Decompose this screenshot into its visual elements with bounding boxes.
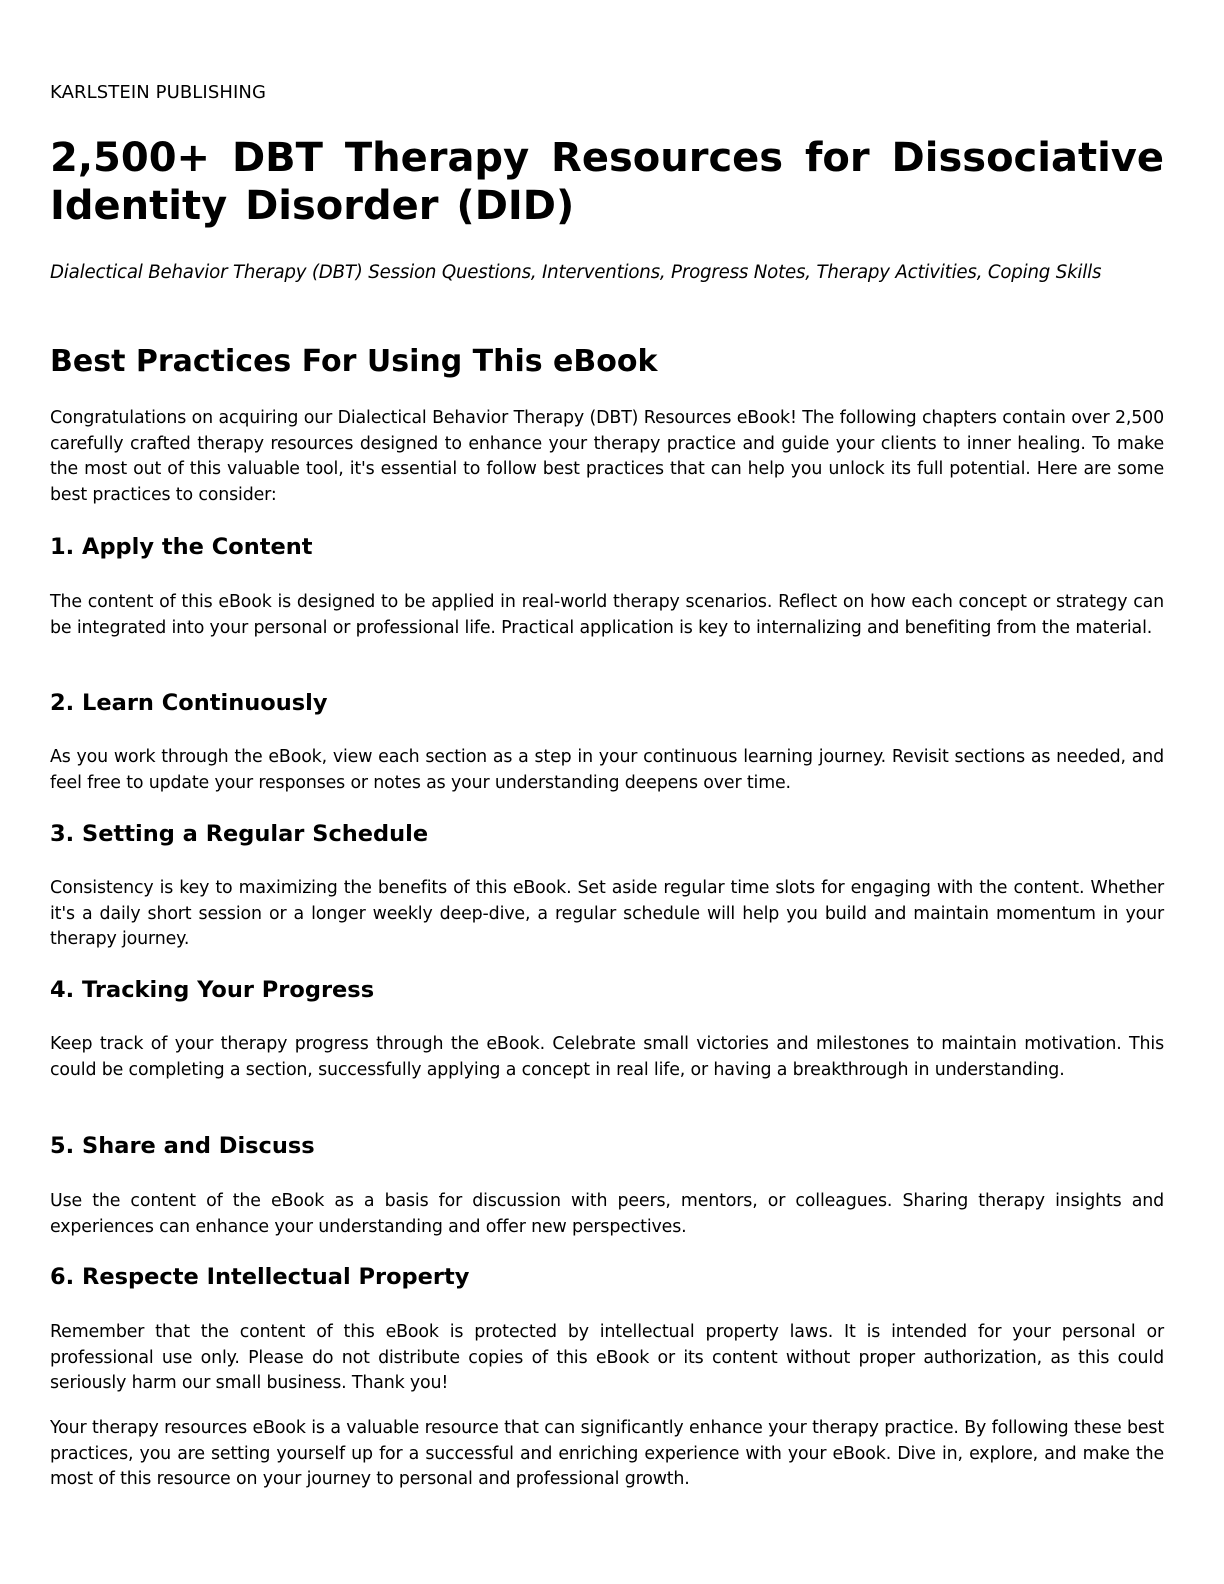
- practice-body: Keep track of your therapy progress through the eBook. Celebrate small victories and milestones to maintain motivation. This could be completing a section, successfully applying a concept in real life, or having a breakthrough in understanding.: [50, 1034, 1164, 1080]
- practice-heading: 4. Tracking Your Progress: [50, 977, 375, 1003]
- practice-body: Consistency is key to maximizing the benefits of this eBook. Set aside regular time slots for engaging with the content. Whether it's a daily short session or a longer weekly deep-dive, a regular schedule will help you build and maintain momentum in your therapy journey.: [50, 878, 1164, 950]
- document-title: 2,500+ DBT Therapy Resources for Dissociative Identity Disorder (DID): [50, 135, 1164, 229]
- practice-heading: 6. Respecte Intellectual Property: [50, 1264, 470, 1290]
- practice-body: Remember that the content of this eBook is protected by intellectual property laws. It is intended for your personal or professional use only. Please do not distribute copies of this eBook or its content without proper authorization, as this could seriously harm our small business. Thank you!: [50, 1322, 1164, 1394]
- practice-heading: 5. Share and Discuss: [50, 1133, 315, 1159]
- intro-paragraph: Congratulations on acquiring our Dialectical Behavior Therapy (DBT) Resources eBook! The following chapters contain over 2,500 carefully crafted therapy resources designed to enhance your therapy practice and guide your clients to inner healing. To make the most out of this valuable tool, it's essential to follow best practices that can help you unlock its full potential. Here are some best practices to consider:: [50, 408, 1164, 505]
- practice-heading: 3. Setting a Regular Schedule: [50, 821, 429, 847]
- publisher-name: KARLSTEIN PUBLISHING: [50, 82, 267, 103]
- practice-body: The content of this eBook is designed to be applied in real-world therapy scenarios. Reflect on how each concept or strategy can be integrated into your personal or professional life. Practical application is key to internalizing and benefiting from the material.: [50, 592, 1164, 638]
- practice-heading: 2. Learn Continuously: [50, 690, 328, 716]
- practice-body: Use the content of the eBook as a basis for discussion with peers, mentors, or colleagues. Sharing therapy insights and experiences can enhance your understanding and offer new perspectives.: [50, 1191, 1164, 1237]
- section-heading: Best Practices For Using This eBook: [50, 344, 658, 379]
- practice-heading: 1. Apply the Content: [50, 534, 313, 560]
- practice-body: As you work through the eBook, view each section as a step in your continuous learning journey. Revisit sections as needed, and feel free to update your responses or notes as your understanding deepens over time.: [50, 747, 1164, 793]
- document-subtitle: Dialectical Behavior Therapy (DBT) Session Questions, Interventions, Progress Notes, Therapy Activities, Coping Skills: [50, 262, 1102, 283]
- closing-paragraph: Your therapy resources eBook is a valuable resource that can significantly enhance your therapy practice. By following these best practices, you are setting yourself up for a successful and enriching experience with your eBook. Dive in, explore, and make the most of this resource on your journey to personal and professional growth.: [50, 1418, 1164, 1490]
